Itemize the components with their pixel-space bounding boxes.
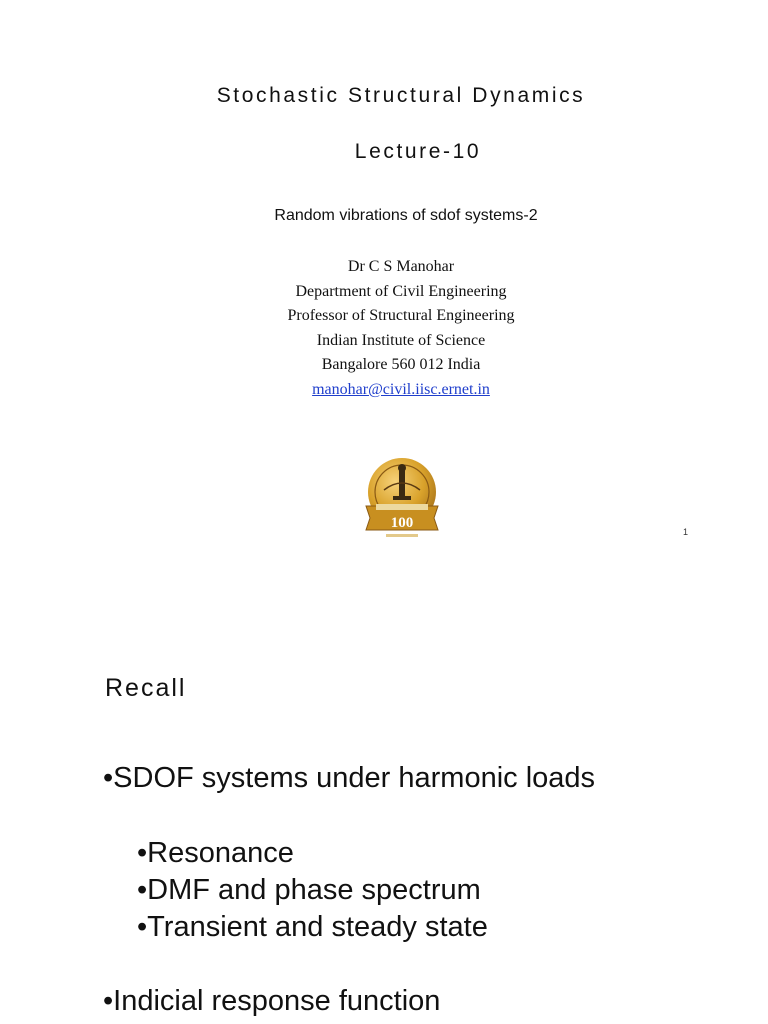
bullet-item: •SDOF systems under harmonic loads <box>103 762 596 794</box>
bullet-item: •Indicial response function <box>103 985 441 1017</box>
email-link[interactable]: manohar@civil.iisc.ernet.in <box>312 380 490 398</box>
recall-heading: Recall <box>105 674 187 702</box>
author-address: Bangalore 560 012 India <box>321 356 481 374</box>
bullet-item: •Resonance <box>137 837 294 869</box>
author-block <box>0 255 768 403</box>
page-number: 1 <box>683 527 689 537</box>
lecture-title: Lecture-10 <box>354 140 482 163</box>
author-position: Professor of Structural Engineering <box>287 307 515 325</box>
lecture-subtitle: Random vibrations of sdof systems-2 <box>274 207 538 224</box>
author-institute: Indian Institute of Science <box>316 331 486 349</box>
iisc-centenary-logo <box>360 456 444 542</box>
author-name: Dr C S Manohar <box>347 258 455 275</box>
author-department: Department of Civil Engineering <box>295 282 507 300</box>
bullet-item: •DMF and phase spectrum <box>137 874 481 906</box>
bullet-item: •Transient and steady state <box>137 911 488 943</box>
course-title: Stochastic Structural Dynamics <box>216 84 586 107</box>
logo-text: 100 <box>390 515 414 531</box>
